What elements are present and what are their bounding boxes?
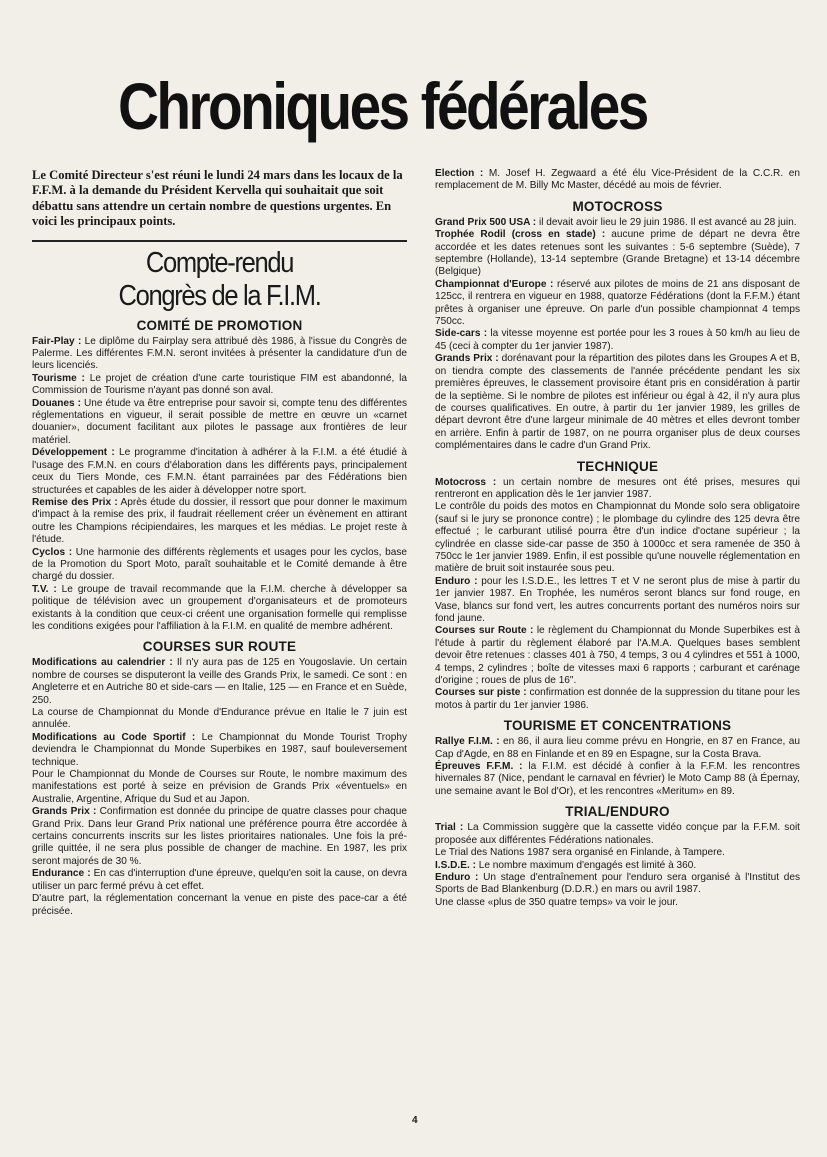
- intro-paragraph: Le Comité Directeur s'est réuni le lundi 24 mars dans les locaux de la F.F.M. à la demande du Président Kervella qui souhaitait que soit débattu sans attendre un certain nombre de questions urgentes. En voici les principaux points.: [32, 168, 403, 229]
- paragraph-text: confirmation est donnée de la suppression du titane pour les motos à partir du 1er janvier 1986.: [435, 687, 800, 711]
- paragraph: [435, 576, 800, 626]
- paragraph: [435, 687, 800, 712]
- paragraph-text: Le programme d'incitation à adhérer à la F.I.M. a été étudié à l'usage des F.M.N. en cours d'élaboration dans les différents pays, principalement ceux du Tiers Monde, ces F.M.N. étant parrainées par des Fédérations bien structurées et capables de les aider à développer notre sport.: [32, 447, 407, 496]
- paragraph-text: Le Championnat du Monde Tourist Trophy deviendra le Championnat du Monde Superbikes en 1987, sauf bouleversement technique.: [32, 731, 407, 768]
- paragraph-heading: Championnat d'Europe :: [435, 278, 554, 290]
- paragraph-text: Pour le Championnat du Monde de Courses sur Route, le nombre maximum des manifestations est porté à seize en prévision de Grands Prix «éventuels» en Australie, Argentine, Afrique du Sud et au Japon.: [32, 769, 407, 805]
- paragraph-heading: Modifications au calendrier :: [32, 657, 173, 669]
- section-heading: TECHNIQUE: [576, 458, 659, 474]
- page-title: Chroniques fédérales: [118, 69, 647, 143]
- paragraph: [435, 217, 800, 229]
- paragraph-text: Une classe «plus de 350 quatre temps» va voir le jour.: [435, 896, 678, 908]
- paragraph-heading: Enduro :: [435, 871, 479, 883]
- right-column: [435, 168, 800, 909]
- paragraph-heading: Grands Prix :: [435, 353, 499, 365]
- paragraph-heading: Trophée Rodil (cross en stade) :: [435, 229, 606, 241]
- paragraph: [32, 447, 407, 497]
- paragraph-heading: Grands Prix :: [32, 806, 97, 818]
- paragraph: [32, 547, 407, 584]
- paragraph-text: pour les I.S.D.E., les lettres T et V ne seront plus de mise à partir du 1er janvier 1987. En Trophée, les numéros seront blancs sur fond rouge, en Vase, blancs sur fond vert, les autres concurrents portant des numéros noirs sur fond jaune.: [435, 575, 800, 624]
- paragraph-text: aucune prime de départ ne devra être accordée et les dates retenues sont les suivantes : 5-6 septembre (Suède), 7 septembre (Hollande), 13-14 septembre (Grande Bretagne) et 13-14 décembre (Belgique): [435, 229, 800, 278]
- paragraph: [435, 279, 800, 329]
- paragraph: [32, 806, 407, 868]
- paragraph: [435, 822, 800, 847]
- paragraph-text: Il n'y aura pas de 125 en Yougoslavie. Un certain nombre de courses se disputeront la veille des Grands Prix, le samedi. Ce sont : en Angleterre et en Autriche 80 et side-cars — en Italie, 125 — en France et en Suède, 250.: [32, 657, 407, 706]
- paragraph-text: En cas d'interruption d'une épreuve, quelqu'en soit la cause, on devra utiliser un parc fermé prévu à cet effet.: [32, 868, 407, 892]
- paragraph-heading: Développement :: [32, 447, 115, 459]
- paragraph-heading: Enduro :: [435, 575, 478, 587]
- paragraph-text: M. Josef H. Zegwaard a été élu Vice-Président de la C.C.R. en remplacement de M. Billy Mc Master, décédé au mois de février.: [435, 168, 800, 192]
- paragraph-heading: Remise des Prix :: [32, 496, 118, 508]
- paragraph: [435, 872, 800, 897]
- paragraph-text: Le contrôle du poids des motos en Championnat du Monde solo sera obligatoire (sauf si le jury se prononce contre) ; le plombage du cylindre des 125 devra être effectué ; le carburant utilisé pourra être d'un indice d'octane supérieur ; la cylindrée en classe side-car passe de 350 à 1000cc et sera ramenée de 350 à 750cc le 1er janvier 1989. Enfin, il est possible qu'une nouvelle réglementation en matière de bruit soit instaurée sous peu.: [435, 501, 800, 575]
- paragraph-heading: Modifications au Code Sportif :: [32, 731, 196, 743]
- paragraph: [435, 353, 800, 452]
- paragraph: [32, 868, 407, 893]
- paragraph-heading: Grand Prix 500 USA :: [435, 216, 537, 228]
- paragraph: [435, 168, 800, 193]
- paragraph-heading: Courses sur piste :: [435, 687, 527, 699]
- paragraph: [32, 657, 407, 707]
- paragraph-text: Confirmation est donnée du principe de quatre classes pour chaque Grand Prix. Dans leur Grand Prix national une préférence pourra être accordée à certains concurrents inscrits sur les listes prioritaires nationales. Une fois la pré-grille quittée, il ne sera plus possible de changer de machine. En 1987, les prix seront majorés de 30 %.: [32, 806, 407, 867]
- paragraph: [32, 497, 407, 547]
- paragraph: [435, 328, 800, 353]
- paragraph: [435, 761, 800, 798]
- paragraph-text: Une étude va être entreprise pour savoir si, compte tenu des différentes réglementations en vigueur, il serait possible de mettre en œuvre un «carnet douanier», document facilitant aux pilotes le passage aux frontières de leur matériel.: [32, 397, 407, 446]
- paragraph-heading: Endurance :: [32, 868, 91, 880]
- paragraph: [435, 229, 800, 279]
- paragraph-text: Après étude du dossier, il ressort que pour donner le maximum d'impact à la remise des prix, il faudrait réellement créer un évènement en attirant outre les Champions récipiendaires, les marques et les médias. Le projet reste à l'étude.: [32, 496, 407, 546]
- paragraph-text: il devait avoir lieu le 29 juin 1986. Il est avancé au 28 juin.: [536, 216, 797, 228]
- paragraph-text: Une harmonie des différents règlements et usages pour les cyclos, base de la Promotion du Sport Moto, paraît souhaitable et le Comité demande à être chargé du dossier.: [32, 546, 407, 583]
- paragraph-text: réservé aux pilotes de moins de 21 ans disposant de 125cc, il rentrera en vigueur en 1988, quatorze Fédérations (dont la F.F.M.) étant prêtes à organiser une épreuve. On parle d'un possible championnat 4 temps 750cc.: [435, 278, 800, 328]
- paragraph-text: le règlement du Championnat du Monde Superbikes est à l'étude à partir du règlement élaboré par l'A.M.A. Quelques bases semblent devoir être retenues : classes 401 à 750, 4 temps, 3 ou 4 cylindres et 551 à 1000, 4 temps, 2 cylindres ; boîte de vitesses maxi 6 rapports ; carburant et carénage d'origine ; roues de plus de 16".: [435, 625, 800, 687]
- paragraph-text: Un stage d'entraînement pour l'enduro sera organisé à l'Institut des Sports de Bad Blankenburg (D.D.R.) en mars ou avril 1987.: [435, 871, 800, 896]
- paragraph-text: Le groupe de travail recommande que la F.I.M. cherche à développer sa politique de télévision avec un groupement d'organisateurs et de promoteurs existants à la condition que ceux-ci créent une organisation formelle qui remplisse les conditions exigées pour l'affiliation à la F.I.M. en qualité de membre adhérent.: [32, 583, 407, 632]
- paragraph: [435, 477, 800, 502]
- paragraph: [32, 373, 407, 398]
- paragraph-heading: Épreuves F.F.M. :: [435, 761, 523, 773]
- paragraph-heading: Side-cars :: [435, 328, 488, 340]
- paragraph-heading: Courses sur Route :: [435, 625, 534, 637]
- paragraph-text: Le Trial des Nations 1987 sera organisé en Finlande, à Tampere.: [435, 847, 725, 859]
- paragraph-text: en 86, il aura lieu comme prévu en Hongrie, en 87 en France, au Cap d'Agde, en 88 en Finlande et en 89 en Espagne, sur la Costa Brava.: [435, 736, 800, 760]
- paragraph-heading: Cyclos :: [32, 546, 73, 558]
- paragraph-text: la F.I.M. est décidé à confier à la F.F.M. les rencontres hivernales 87 (Nice, pendant le carnaval en février) le Moto Camp 88 (à Épernay, une semaine avant le Bol d'Or), et les rencontres «Meritum» en 89.: [435, 761, 800, 797]
- paragraph-heading: Fair-Play :: [32, 335, 82, 347]
- page-number: 4: [412, 1115, 418, 1126]
- paragraph-text: La course de Championnat du Monde d'Endurance prévue en Italie le 7 juin est annulée.: [32, 707, 407, 731]
- paragraph-heading: Election :: [435, 168, 484, 179]
- paragraph-heading: Trial :: [435, 822, 464, 834]
- paragraph: [435, 860, 800, 872]
- left-column: [32, 168, 407, 918]
- paragraph: [32, 584, 407, 634]
- paragraph-heading: Douanes :: [32, 397, 81, 409]
- paragraph-text: Le projet de création d'une carte touristique FIM est abandonné, la Commission de Tourisme n'ayant pas donné son aval.: [32, 372, 407, 397]
- paragraph-heading: I.S.D.E. :: [435, 859, 476, 871]
- divider: [32, 240, 407, 242]
- paragraph-heading: T.V. :: [32, 583, 57, 595]
- paragraph-text: dorénavant pour la répartition des pilotes dans les Groupes A et B, on tiendra compte des classements de l'année précédente pendant les six premières épreuves, le classement provisoire étant pris en considération à partir de la septième. Si le nombre de pilotes est inférieur ou égal à 42, il n'y aura plus de courses qualificatives. En outre, à partir du 1er janvier 1989, les grilles de départ devront être d'une largeur minimale de 40 mètres et elles devront tomber en arrière. Enfin à partir de 1987, on ne pourra organiser plus de deux courses complémentaires dans le cadre d'un Grand Prix.: [435, 353, 800, 452]
- paragraph: [435, 625, 800, 687]
- paragraph: [435, 736, 800, 761]
- paragraph-heading: Tourisme :: [32, 372, 85, 384]
- paragraph: [32, 732, 407, 769]
- section-heading: MOTOCROSS: [572, 198, 663, 214]
- paragraph: [32, 336, 407, 373]
- report-title-line1: Compte-rendu: [145, 246, 294, 279]
- section-heading: TOURISME ET CONCENTRATIONS: [503, 718, 732, 734]
- section-heading: COURSES SUR ROUTE: [142, 639, 297, 655]
- paragraph: [32, 398, 407, 448]
- section-heading: TRIAL/ENDURO: [565, 804, 670, 820]
- paragraph-text: La Commission suggère que la cassette vidéo conçue par la F.F.M. soit proposée aux différentes Fédérations nationales.: [435, 822, 800, 846]
- paragraph-heading: Rallye F.I.M. :: [435, 736, 500, 748]
- section-heading: COMITÉ DE PROMOTION: [136, 317, 303, 333]
- report-title-line2: Congrès de la F.I.M.: [118, 279, 321, 312]
- paragraph-text: Le diplôme du Fairplay sera attribué dès 1986, à l'issue du Congrès de Palerme. Les différentes F.M.N. seront invitées à présenter la candidature d'un de leurs licenciés.: [32, 335, 407, 372]
- paragraph-text: un certain nombre de mesures ont été prises, mesures qui rentreront en application dès le 1er janvier 1987.: [435, 476, 800, 500]
- paragraph-text: la vitesse moyenne est portée pour les 3 roues à 50 km/h au lieu de 45 (ceci à compter du 1er janvier 1987).: [435, 328, 800, 352]
- paragraph-text: Le nombre maximum d'engagés est limité à 360.: [475, 859, 697, 871]
- paragraph-text: D'autre part, la réglementation concernant la venue en piste des pace-car a été précisée.: [32, 893, 407, 917]
- paragraph-heading: Motocross :: [435, 476, 497, 488]
